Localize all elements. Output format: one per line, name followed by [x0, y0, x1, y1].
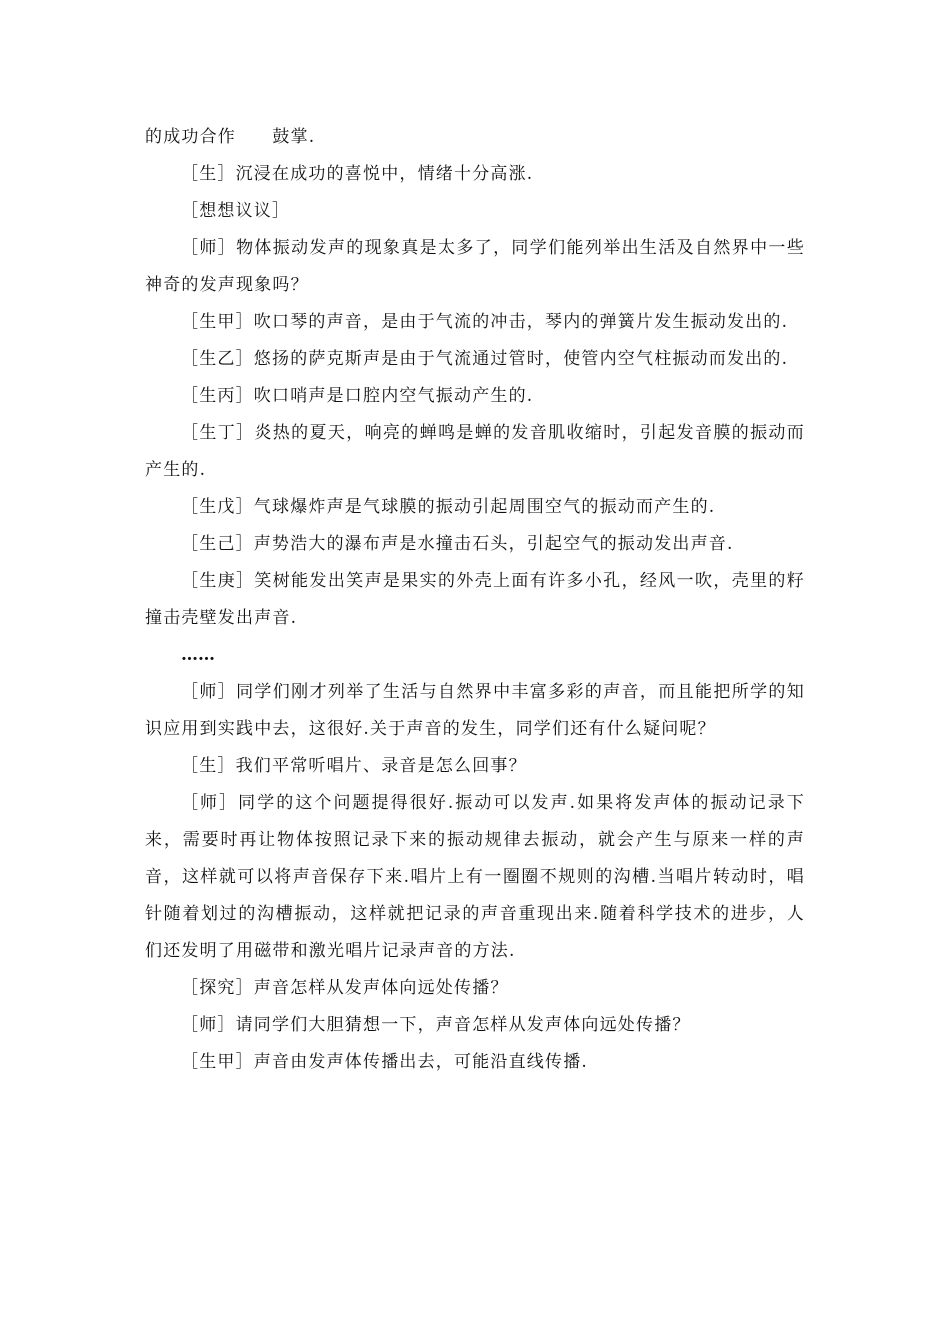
paragraph-teacher-explanation: ［师］同学的这个问题提得很好.振动可以发声.如果将发声体的振动记录下来，需要时再让物体按照记录下来的振动规律去振动，就会产生与原来一样的声音，这样就可以将声音保存下来.唱片上有一圈圈不规则的沟槽.当唱片转动时，唱针随着划过的沟槽振动，这样就把记录的声音重现出来.随着科学技术的进步，人们还发明了用磁带和激光唱片记录声音的方法. — [145, 793, 805, 961]
paragraph-student-f: ［生己］声势浩大的瀑布声是水撞击石头，引起空气的振动发出声音. — [181, 534, 734, 554]
paragraph-student-a: ［生甲］吹口琴的声音，是由于气流的冲击，琴内的弹簧片发生振动发出的. — [181, 312, 789, 332]
section-heading-discussion: ［想想议议］ — [181, 201, 291, 221]
paragraph-student-question: ［生］我们平常听唱片、录音是怎么回事？ — [181, 756, 527, 776]
paragraph-student-g: ［生庚］笑树能发出笑声是果实的外壳上面有许多小孔，经风一吹，壳里的籽撞击壳壁发出声音. — [145, 571, 805, 628]
paragraph-student-reaction: ［生］沉浸在成功的喜悦中，情绪十分高涨. — [181, 164, 534, 184]
paragraph-student-e: ［生戊］气球爆炸声是气球膜的振动引起周围空气的振动而产生的. — [181, 497, 716, 517]
section-heading-inquiry: ［探究］声音怎样从发声体向远处传播？ — [181, 978, 509, 998]
paragraph-teacher-prompt: ［师］请同学们大胆猜想一下，声音怎样从发声体向远处传播？ — [181, 1015, 691, 1035]
paragraph-student-a-hypothesis: ［生甲］声音由发声体传播出去，可能沿直线传播. — [181, 1052, 589, 1072]
paragraph-teacher-praise: ［师］同学们刚才列举了生活与自然界中丰富多彩的声音，而且能把所学的知识应用到实践中去，这很好.关于声音的发生，同学们还有什么疑问呢？ — [145, 682, 805, 739]
paragraph-ellipsis: …… — [181, 645, 215, 665]
paragraph-student-d: ［生丁］炎热的夏天，响亮的蝉鸣是蝉的发音肌收缩时，引起发音膜的振动而产生的. — [145, 423, 805, 480]
paragraph-closing-line: 的成功合作 鼓掌. — [145, 127, 316, 147]
document-body — [145, 119, 805, 1081]
paragraph-student-b: ［生乙］悠扬的萨克斯声是由于气流通过管时，使管内空气柱振动而发出的. — [181, 349, 789, 369]
paragraph-student-c: ［生丙］吹口哨声是口腔内空气振动产生的. — [181, 386, 534, 406]
paragraph-teacher-question: ［师］物体振动发声的现象真是太多了，同学们能列举出生活及自然界中一些神奇的发声现象吗？ — [145, 238, 805, 295]
